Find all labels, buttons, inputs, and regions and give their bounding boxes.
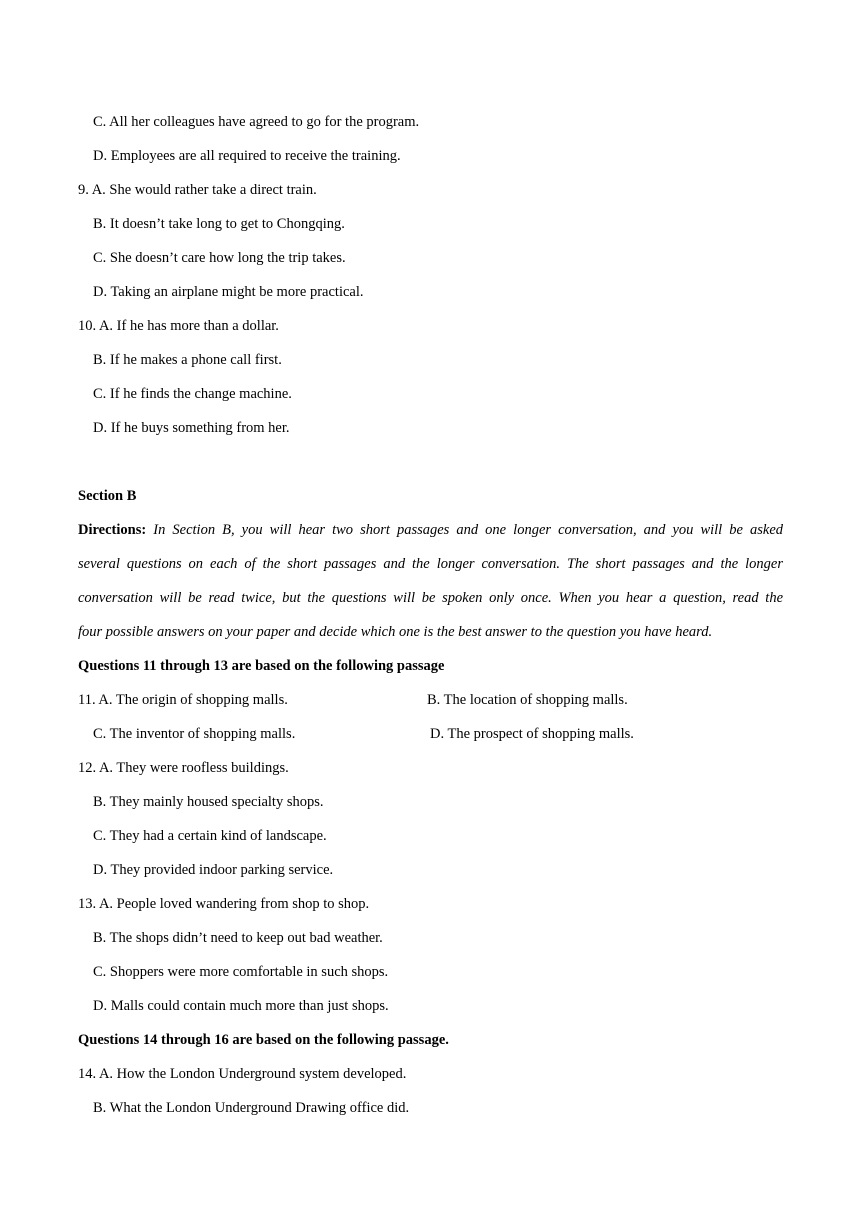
group-heading-11-13: Questions 11 through 13 are based on the following passage [78,658,445,674]
directions-text-2: several questions on each of the short passages and the longer conversation. The short passages and the longer [78,556,783,572]
section-b-title: Section B [78,488,137,504]
q11-option-b: B. The location of shopping malls. [427,692,628,708]
directions-line-2 [78,550,783,584]
q12-option-b: B. They mainly housed specialty shops. [93,794,324,810]
q12-option-d: D. They provided indoor parking service. [93,862,334,878]
q13-option-a: 13. A. People loved wandering from shop to shop. [78,896,370,912]
directions-text-3: conversation will be read twice, but the questions will be spoken only once. When you hear a question, read the [78,590,783,606]
directions-text-4: four possible answers on your paper and decide which one is the best answer to the question you have heard. [78,624,713,640]
q11-row-1 [78,686,783,720]
directions-text-1: In Section B, you will hear two short passages and one longer conversation, and you will be asked [153,522,784,538]
q8-option-c: C. All her colleagues have agreed to go for the program. [93,114,420,130]
q9-option-a: 9. A. She would rather take a direct train. [78,182,317,198]
q9-option-b: B. It doesn’t take long to get to Chongqing. [93,216,345,232]
q14-option-a: 14. A. How the London Underground system developed. [78,1066,407,1082]
q11-option-a: 11. A. The origin of shopping malls. [78,692,288,708]
directions-label: Directions: [78,522,147,538]
q12-option-a: 12. A. They were roofless buildings. [78,760,289,776]
q8-option-d: D. Employees are all required to receive the training. [93,148,401,164]
q10-option-b: B. If he makes a phone call first. [93,352,282,368]
q13-option-c: C. Shoppers were more comfortable in such shops. [93,964,389,980]
q13-option-d: D. Malls could contain much more than just shops. [93,998,389,1014]
q9-option-d: D. Taking an airplane might be more practical. [93,284,364,300]
group-heading-14-16: Questions 14 through 16 are based on the following passage. [78,1032,449,1048]
q10-option-d: D. If he buys something from her. [93,420,290,436]
directions-line-1 [78,516,783,550]
q11-option-c: C. The inventor of shopping malls. [93,726,296,742]
directions-line-4 [78,618,783,652]
section-gap [78,448,783,482]
q11-row-2 [78,720,783,754]
exam-page [78,108,783,1128]
q12-option-c: C. They had a certain kind of landscape. [93,828,327,844]
q10-option-c: C. If he finds the change machine. [93,386,292,402]
q14-option-b: B. What the London Underground Drawing office did. [93,1100,410,1116]
q11-option-d: D. The prospect of shopping malls. [430,726,634,742]
q13-option-b: B. The shops didn’t need to keep out bad weather. [93,930,383,946]
q10-option-a: 10. A. If he has more than a dollar. [78,318,279,334]
q9-option-c: C. She doesn’t care how long the trip takes. [93,250,346,266]
directions-line-3 [78,584,783,618]
